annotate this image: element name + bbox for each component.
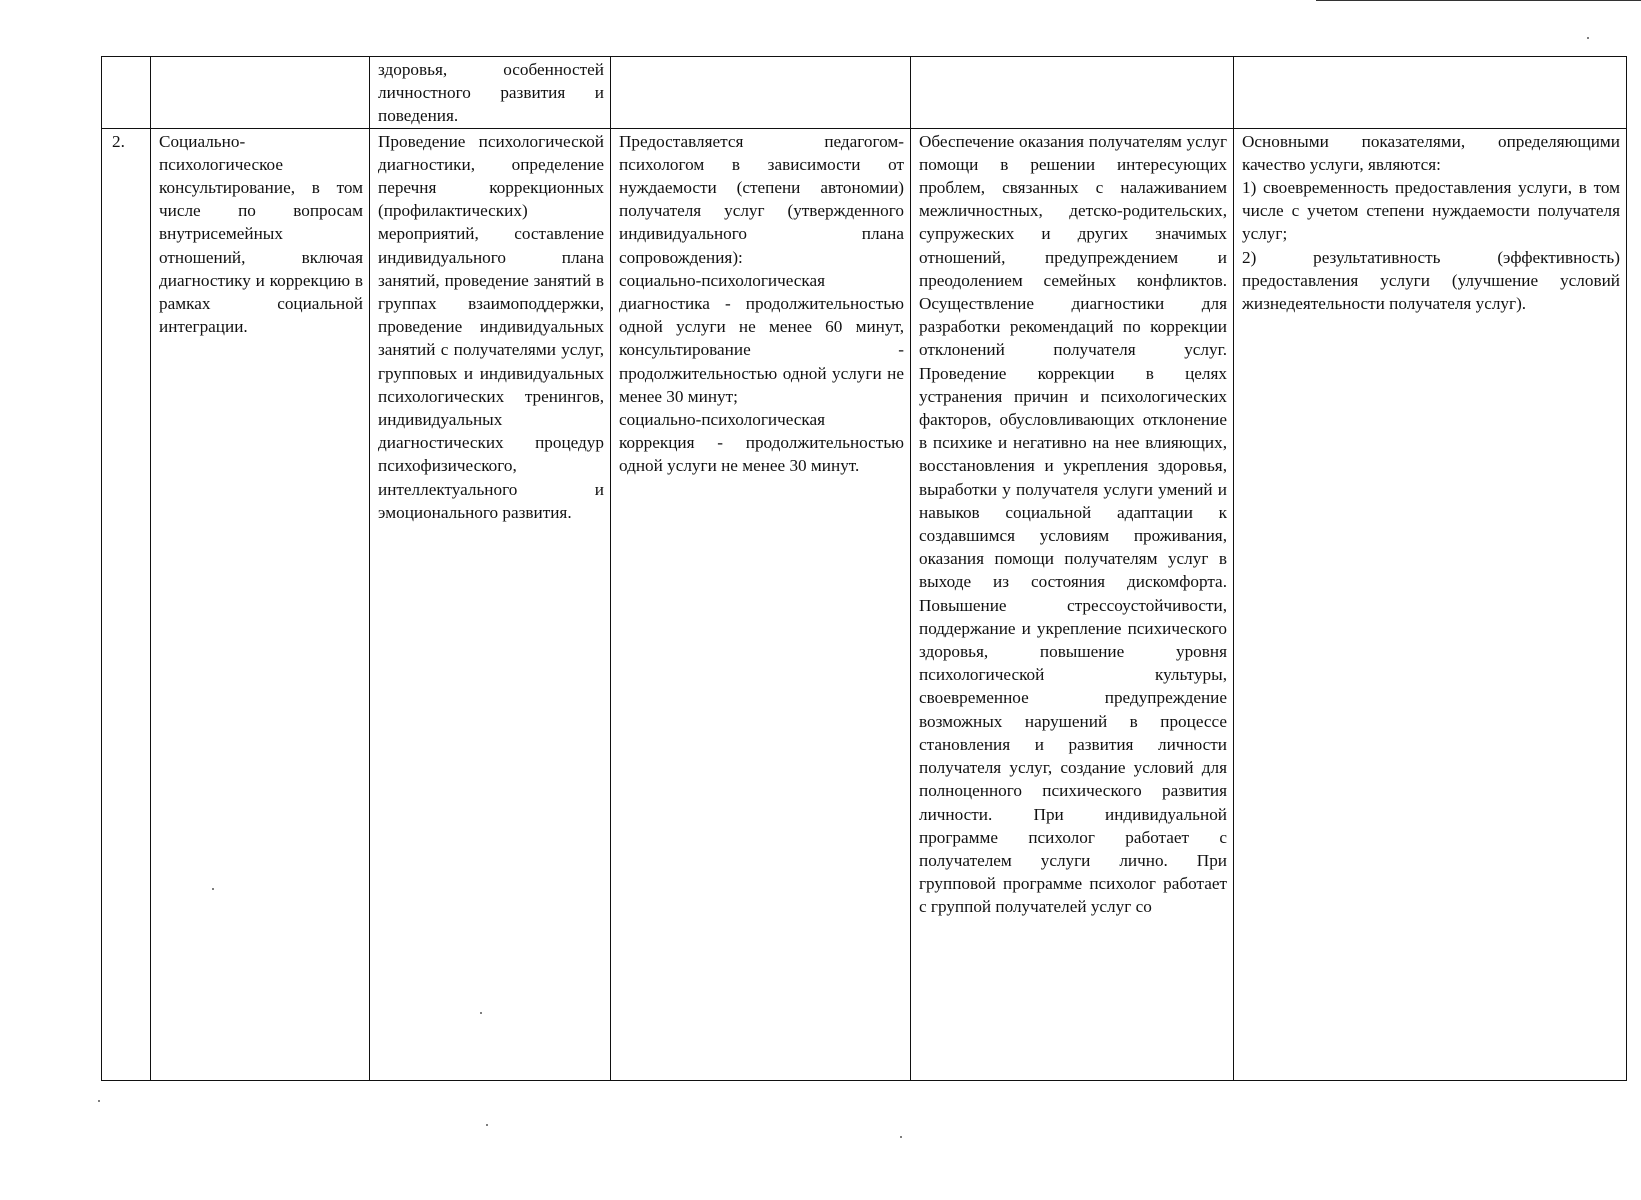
cell-quality	[1234, 128, 1627, 1080]
scan-speck	[1587, 37, 1589, 39]
cell-number-empty	[102, 57, 151, 129]
cell-service-name	[151, 128, 370, 1080]
cell-description-continuation	[370, 57, 611, 129]
service-terms-text: Предоставляется педагогом-психологом в зависимости от нуждаемости (степени автономии) получателя услуг (утвержденного индивидуального плана сопровождения): социально-психологическая диагностика - продолжительностью одной услуги не менее 60 минут, консультирование - продолжительностью одной услуги не менее 30 минут; социально-психологическая коррекция - продолжительностью одной услуги не менее 30 минут.	[619, 131, 904, 476]
cell-terms-empty	[611, 57, 911, 129]
cell-number	[102, 128, 151, 1080]
cell-service-name-empty	[151, 57, 370, 129]
service-quality-text: Основными показателями, определяющими качество услуги, являются: 1) своевременность предоставления услуги, в том числе с учетом степени нуждаемости получателя услуг; 2) результативность (эффективность) предоставления услуги (улучшение условий жизнедеятельности получателя услуг).	[1242, 131, 1620, 314]
cell-description	[370, 128, 611, 1080]
row-number: 2.	[112, 131, 125, 151]
cell-quality-empty	[1234, 57, 1627, 129]
table-row-service-2	[102, 128, 1627, 1080]
table-row-continuation	[102, 57, 1627, 129]
scan-edge-line	[1316, 0, 1641, 1]
services-table	[101, 56, 1627, 1081]
scan-speck	[900, 1136, 902, 1138]
scan-speck	[98, 1100, 100, 1102]
service-description-text: Проведение психологической диагностики, определение перечня коррекционных (профилактических) мероприятий, составление индивидуального плана занятий, проведение занятий в группах взаимоподдержки, проведение индивидуальных занятий с получателями услуг, групповых и индивидуальных психологических тренингов, индивидуальных диагностических процедур психофизического, интеллектуального и эмоционального развития.	[378, 131, 604, 522]
cell-terms	[611, 128, 911, 1080]
cell-conditions-empty	[911, 57, 1234, 129]
service-name-text: Социально-психологическое консультирование, в том числе по вопросам внутрисемейных отношений, включая диагностику и коррекцию в рамках социальной интеграции.	[159, 131, 363, 337]
description-continuation-text: здоровья, особенностей личностного развития и поведения.	[378, 60, 604, 126]
service-conditions-text: Обеспечение оказания получателям услуг помощи в решении интересующих проблем, связанных с налаживанием межличностных, детско-родительских, супружеских и других значимых отношений, предупреждением и преодолением семейных конфликтов. Осуществление диагностики для разработки рекомендаций по коррекции отклонений получателя услуг. Проведение коррекции в целях устранения причин и психологических факторов, обусловливающих отклонение в психике и негативно на нее влияющих, восстановления и укрепления здоровья, выработки у получателя услуги умений и навыков социальной адаптации к создавшимся условиям проживания, оказания помощи получателям услуг в выходе из состояния дискомфорта. Повышение стрессоустойчивости, поддержание и укрепление психического здоровья, повышение уровня психологической культуры, своевременное предупреждение возможных нарушений в процессе становления и развития личности получателя услуг, создание условий для полноценного психического развития личности. При индивидуальной программе психолог работает с получателем услуги лично. При групповой программе психолог работает с группой получателей услуг со	[919, 131, 1227, 917]
scan-speck	[486, 1124, 488, 1126]
cell-conditions	[911, 128, 1234, 1080]
